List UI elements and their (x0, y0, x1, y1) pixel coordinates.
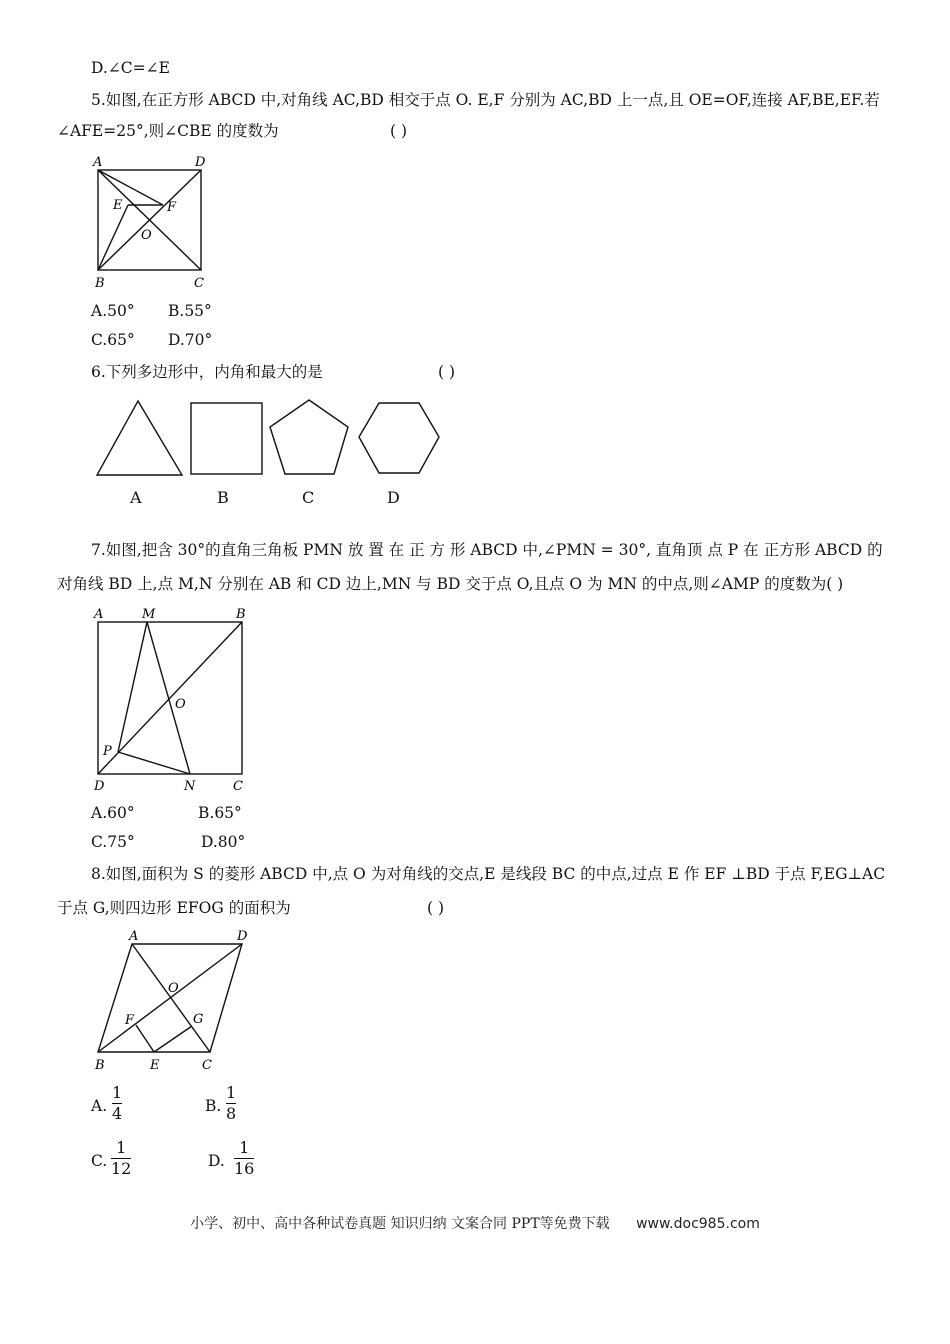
q7-label-p: P (103, 744, 112, 759)
q5-option-b: B.55° (168, 302, 212, 320)
q7-label-m: M (142, 607, 156, 622)
q7-option-a: A.60° (91, 804, 135, 822)
q6-label-b: B (217, 488, 229, 507)
q5-label-o: O (141, 228, 152, 243)
q8-label-o: O (168, 981, 179, 996)
q6-label-d: D (387, 488, 400, 507)
fraction-numerator: 1 (239, 1138, 250, 1157)
q6-label-c: C (302, 488, 315, 507)
q7-option-b: B.65° (198, 804, 242, 822)
fraction-denominator: 16 (234, 1159, 255, 1178)
q8-option-b-fraction (226, 1084, 236, 1123)
q4-option-d: D.∠C=∠E (91, 59, 170, 77)
fraction-numerator: 1 (116, 1138, 127, 1157)
footer-url[interactable]: www.doc985.com (636, 1216, 760, 1232)
q8-option-d-fraction (234, 1139, 254, 1178)
square-shape (191, 403, 262, 474)
q8-text-line1: 8.如图,面积为 S 的菱形 ABCD 中,点 O 为对角线的交点,E 是线段 BC 的中点,过点 E 作 EF ⊥BD 于点 F,EG⊥AC (91, 865, 886, 883)
q7-option-d: D.80° (201, 833, 246, 851)
q6-text: 6.下列多边形中，内角和最大的是 (91, 363, 323, 381)
q8-label-e: E (150, 1058, 160, 1073)
q8-figure (85, 926, 265, 1080)
q7-label-a: A (94, 607, 104, 622)
fraction-denominator: 8 (226, 1104, 237, 1123)
q7-label-o: O (175, 697, 186, 712)
q8-label-a: A (129, 929, 139, 944)
hexagon-shape (359, 403, 439, 473)
q7-figure (85, 604, 255, 800)
q5-option-d: D.70° (168, 331, 213, 349)
q5-label-d: D (195, 155, 206, 170)
q6-polygons (90, 395, 450, 489)
q8-label-c: C (202, 1058, 212, 1073)
triangle-shape (97, 401, 182, 475)
q5-option-a: A.50° (91, 302, 135, 320)
q8-label-g: G (193, 1012, 204, 1027)
q5-label-b: B (95, 276, 105, 291)
q5-figure (85, 152, 215, 296)
fraction-denominator: 12 (111, 1159, 132, 1178)
q8-option-c-fraction (111, 1139, 131, 1178)
q8-label-b: B (95, 1058, 105, 1073)
q5-label-f: F (167, 200, 177, 215)
q8-option-b-prefix: B. (205, 1097, 222, 1115)
fraction-numerator: 1 (112, 1083, 123, 1102)
q6-answer-paren: ( ) (438, 363, 456, 381)
q8-option-a-prefix: A. (91, 1097, 108, 1115)
q7-option-c: C.75° (91, 833, 135, 851)
q7-label-d: D (94, 779, 105, 794)
q7-label-c: C (233, 779, 243, 794)
footer-text: 小学、初中、高中各种试卷真题 知识归纳 文案合同 PPT等免费下载 (190, 1216, 610, 1232)
q7-label-b: B (236, 607, 246, 622)
q8-label-d: D (237, 929, 248, 944)
fraction-numerator: 1 (226, 1083, 237, 1102)
q5-answer-paren: ( ) (390, 122, 408, 140)
q5-label-c: C (194, 276, 204, 291)
q7-text-line2: 对角线 BD 上,点 M,N 分别在 AB 和 CD 边上,MN 与 BD 交于点 O,且点 O 为 MN 的中点,则∠AMP 的度数为( ) (57, 575, 844, 593)
q5-text-line2: ∠AFE=25°,则∠CBE 的度数为 (57, 122, 279, 140)
q5-label-a: A (93, 155, 103, 170)
q8-text-line2: 于点 G,则四边形 EFOG 的面积为 (57, 899, 291, 917)
q8-option-a-fraction (112, 1084, 122, 1123)
q5-text-line1: 5.如图,在正方形 ABCD 中,对角线 AC,BD 相交于点 O. E,F 分别为 AC,BD 上一点,且 OE=OF,连接 AF,BE,EF.若 (91, 91, 880, 109)
fraction-denominator: 4 (112, 1104, 123, 1123)
q7-label-n: N (184, 779, 196, 794)
q8-option-c-prefix: C. (91, 1152, 108, 1170)
q7-text-line1: 7.如图,把含 30°的直角三角板 PMN 放 置 在 正 方 形 ABCD 中,∠PMN = 30°, 直角顶 点 P 在 正方形 ABCD 的 (91, 541, 883, 559)
q8-answer-paren: ( ) (427, 899, 445, 917)
q6-label-a: A (130, 488, 142, 507)
q8-label-f: F (125, 1013, 135, 1028)
pentagon-shape (270, 400, 348, 474)
q5-label-e: E (113, 198, 123, 213)
q5-option-c: C.65° (91, 331, 135, 349)
page-footer (0, 1213, 950, 1233)
q8-option-d-prefix: D. (208, 1152, 225, 1170)
